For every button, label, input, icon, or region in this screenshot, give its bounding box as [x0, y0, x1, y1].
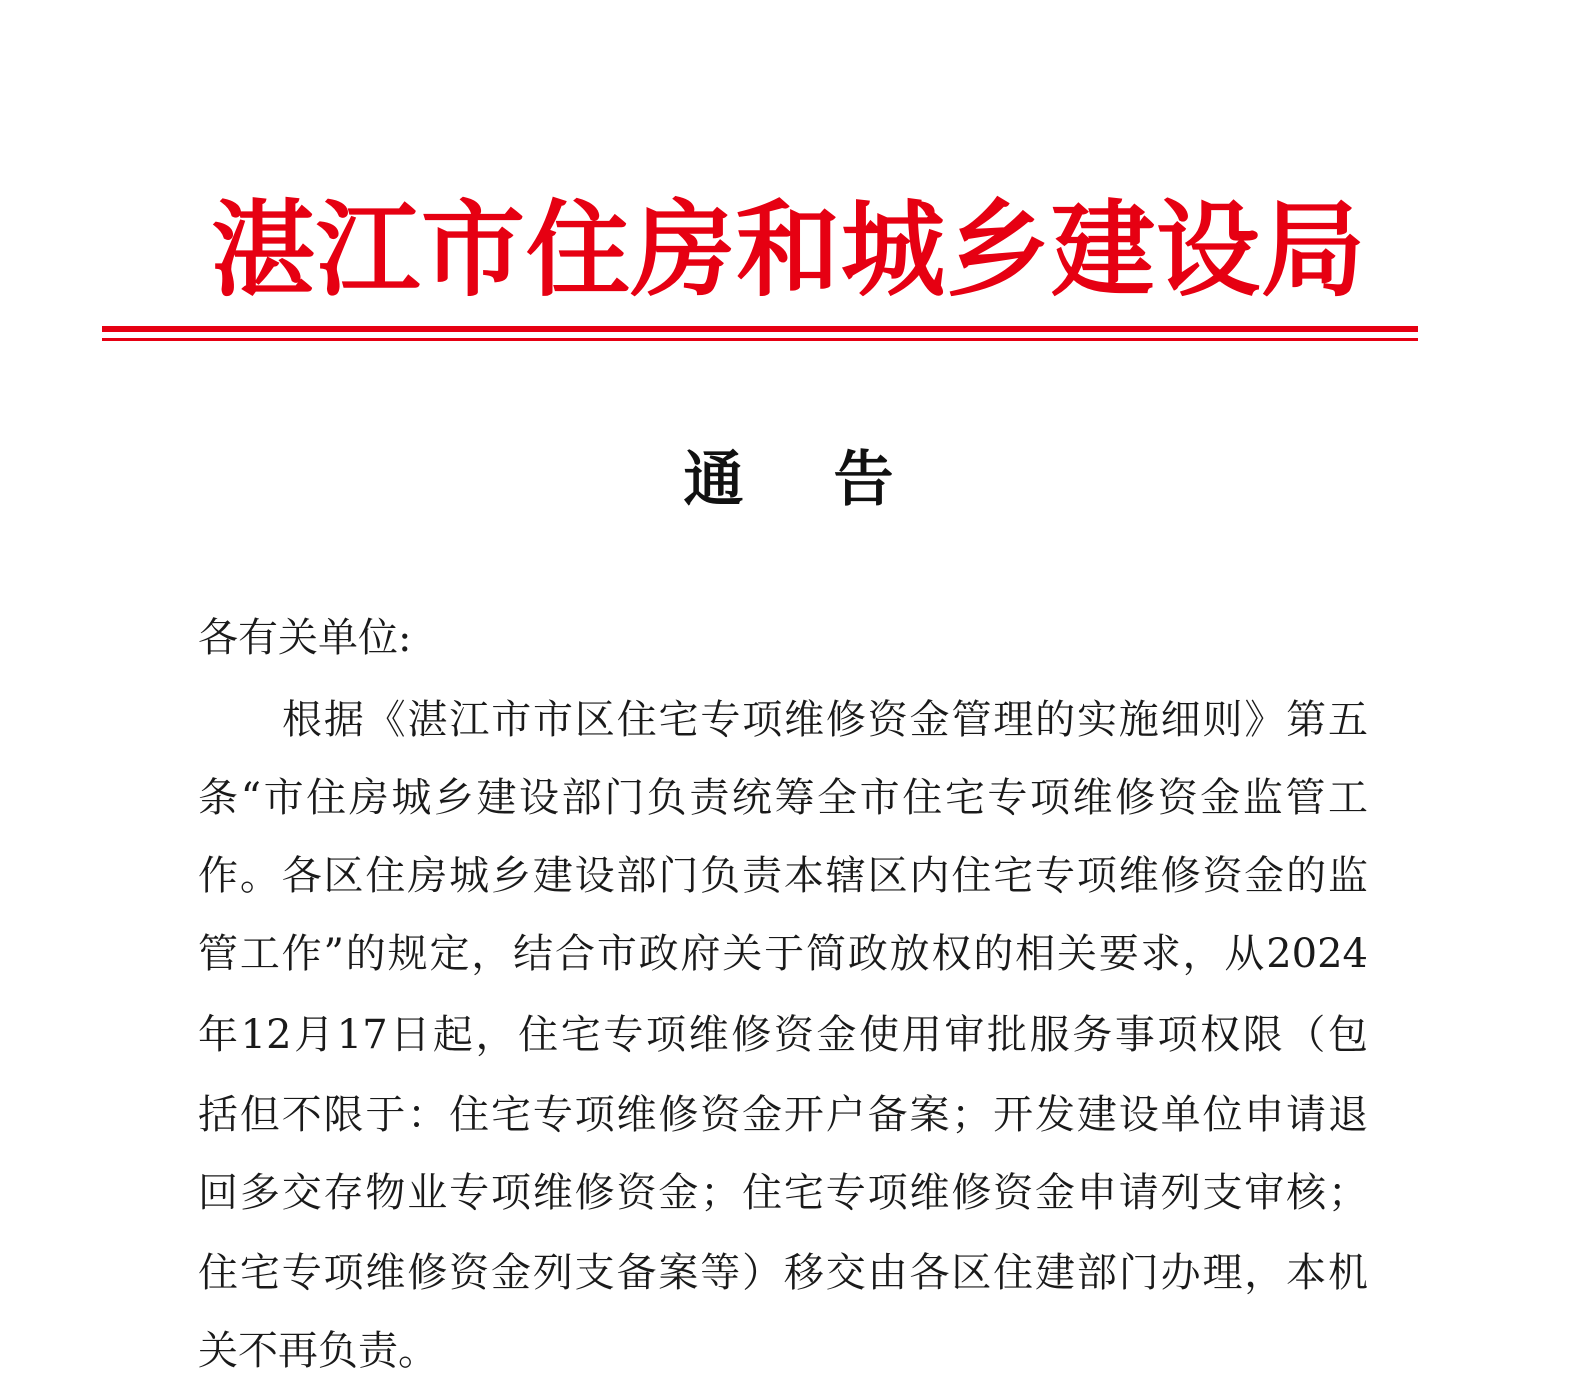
document-title: 通告	[683, 445, 984, 515]
letterhead-thin-red-rule	[102, 338, 1418, 341]
body-line-9: 关不再负责。	[198, 1328, 438, 1374]
letterhead-thick-red-rule	[102, 326, 1418, 332]
body-line-6: 括但不限于：住宅专项维修资金开户备案；开发建设单位申请退	[198, 1092, 1368, 1138]
body-line-1: 根据《湛江市市区住宅专项维修资金管理的实施细则》第五	[282, 697, 1368, 743]
body-line-8: 住宅专项维修资金列支备案等）移交由各区住建部门办理，本机	[198, 1250, 1368, 1296]
body-line-3: 作。各区住房城乡建设部门负责本辖区内住宅专项维修资金的监	[198, 853, 1368, 899]
agency-letterhead-title: 湛江市住房和城乡建设局	[210, 188, 1366, 311]
body-line-5: 年12月17日起，住宅专项维修资金使用审批服务事项权限（包	[198, 1012, 1368, 1058]
salutation: 各有关单位:	[198, 615, 412, 661]
body-line-2: 条“市住房城乡建设部门负责统筹全市住宅专项维修资金监管工	[198, 775, 1368, 821]
body-line-4: 管工作”的规定，结合市政府关于简政放权的相关要求，从2024	[198, 931, 1368, 977]
body-line-7: 回多交存物业专项维修资金；住宅专项维修资金申请列支审核；	[198, 1170, 1368, 1216]
